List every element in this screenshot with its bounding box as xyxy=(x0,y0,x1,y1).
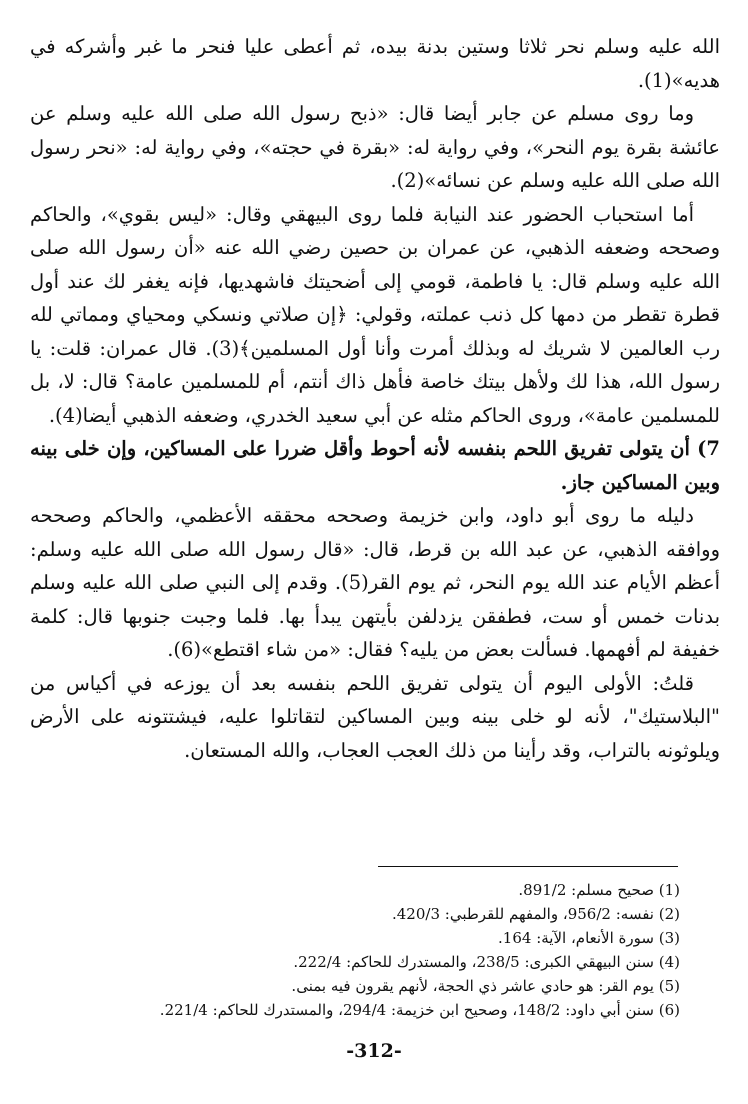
footnote-2: (2) نفسه: 956/2، والمفهم للقرطبي: 420/3. xyxy=(391,905,680,923)
footnote-6: (6) سنن أبي داود: 148/2، وصحيح ابن خزيمة: 294/4، والمستدرك للحاكم: 221/4. xyxy=(159,1001,680,1019)
footnote-divider xyxy=(378,866,678,867)
paragraph-continuation: الله عليه وسلم نحر ثلاثا وستين بدنة بيده، ثم أعطى عليا فنحر ما غبر وأشركه في هديه»(1). xyxy=(30,35,720,92)
footnote-4: (4) سنن البيهقي الكبرى: 238/5، والمستدرك للحاكم: 222/4. xyxy=(293,953,680,971)
footnotes xyxy=(60,878,680,1022)
paragraph-author-note: قلتُ: الأولى اليوم أن يتولى تفريق اللحم بنفسه بعد أن يوزعه في أكياس من "البلاستيك"، لأنه لو خلى بينه وبين المساكين لتقاتلوا عليه، فيشتتونه على الأرض ويلوثونه بالتراب، وقد رأينا من ذلك العجب العجاب، والله المستعان. xyxy=(30,671,720,762)
page-number: -312- xyxy=(346,1040,402,1062)
paragraph-point-7: 7) أن يتولى تفريق اللحم بنفسه لأنه أحوط وأقل ضررا على المساكين، وإن خلى بينه وبين المساكين جاز. xyxy=(30,437,720,494)
paragraph-attendance: أما استحباب الحضور عند النيابة فلما روى البيهقي وقال: «ليس بقوي»، والحاكم وصححه وضعفه الذهبي، عن عمران بن حصين رضي الله عنه «أن رسول الله صلى الله عليه وسلم قال: يا فاطمة، قومي إلى أضحيتك فاشهديها، فإنه يغفر لك عند أول قطرة تقطر من دمها كل ذنب عملته، وقولي: ﴿إن صلاتي ونسكي ومحياي ومماتي لله رب العالمين لا شريك له وبذلك أمرت وأنا أول المسلمين﴾(3). قال عمران: قلت: يا رسول الله، هذا لك ولأهل بيتك خاصة فأهل ذاك أنتم، أم للمسلمين عامة؟ قال: لا، بل للمسلمين عامة»، وروى الحاكم مثله عن أبي سعيد الخدري، وضعفه الذهبي أيضا(4). xyxy=(30,202,720,427)
paragraph-muslim-jabir: وما روى مسلم عن جابر أيضا قال: «ذبح رسول الله صلى الله عليه وسلم عن عائشة بقرة يوم النحر»، وفي رواية له: «بقرة في حجته»، وفي رواية له: «نحر رسول الله صلى الله عليه وسلم عن نسائه»(2). xyxy=(30,102,720,192)
footnote-1: (1) صحيح مسلم: 891/2. xyxy=(518,881,680,899)
footnote-3: (3) سورة الأنعام، الآية: 164. xyxy=(498,929,680,947)
footnote-5: (5) يوم القر: هو حادي عاشر ذي الحجة، لأنهم يقرون فيه بمنى. xyxy=(291,977,680,995)
paragraph-evidence: دليله ما روى أبو داود، وابن خزيمة وصححه محققه الأعظمي، والحاكم وصححه ووافقه الذهبي، عن عبد الله بن قرط، قال: «قال رسول الله صلى الله عليه وسلم: أعظم الأيام عند الله يوم النحر، ثم يوم القر(5). وقدم إلى النبي صلى الله عليه وسلم بدنات خمس أو ست، فطفقن يزدلفن بأيتهن يبدأ بها. فلما وجبت جنوبها قال: كلمة خفيفة لم أفهمها. فسألت بعض من يليه؟ فقال: «من شاء اقتطع»(6). xyxy=(30,504,721,661)
page-body xyxy=(30,30,720,767)
